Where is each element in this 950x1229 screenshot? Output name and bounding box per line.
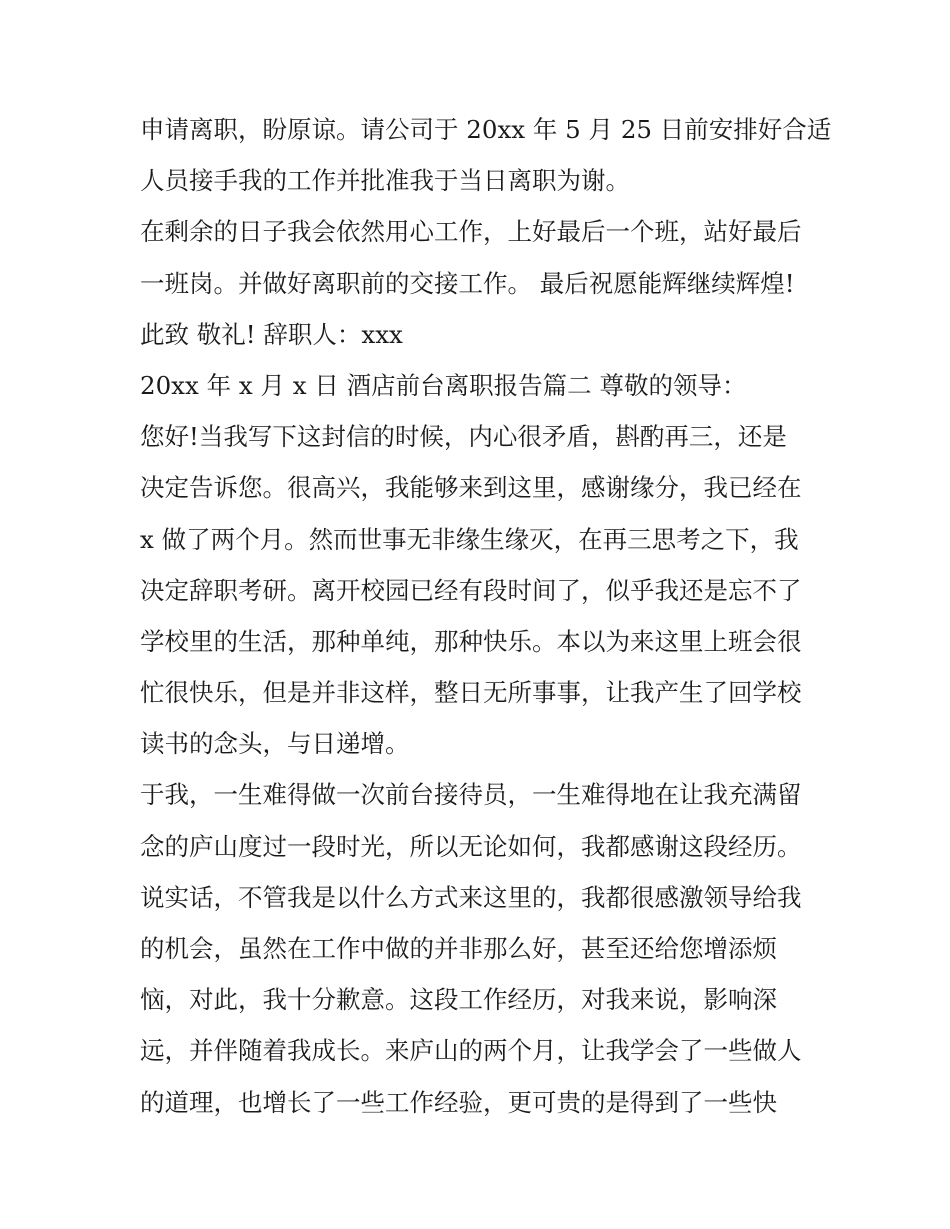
text-line: 人员接手我的工作并批准我于当日离职为谢。 [140,166,630,196]
text-line: 忙很快乐，但是并非这样，整日无所事事，让我产生了回学校 [140,678,802,708]
text-line: 读书的念头，与日递增。 [140,729,410,759]
text-line: 说实话，不管我是以什么方式来这里的，我都很感激领导给我 [140,882,802,912]
text-line: 恼，对此，我十分歉意。这段工作经历，对我来说，影响深 [140,985,777,1015]
text-line: 决定告诉您。很高兴，我能够来到这里，感谢缘分，我已经在 [140,473,802,503]
text-line: 此致 敬礼! 辞职人：xxx [140,319,403,349]
text-line: 20xx 年 x 月 x 日 酒店前台离职报告篇二 尊敬的领导： [140,370,747,400]
text-line: 您好!当我写下这封信的时候，内心很矛盾，斟酌再三，还是 [140,422,787,452]
text-line: 一班岗。并做好离职前的交接工作。 最后祝愿能辉继续辉煌! [140,268,795,298]
text-line: 在剩余的日子我会依然用心工作，上好最后一个班，站好最后 [140,217,802,247]
document-body [140,104,830,1128]
text-line: 于我，一生难得做一次前台接待员，一生难得地在让我充满留 [140,780,802,810]
text-line: 决定辞职考研。离开校园已经有段时间了，似乎我还是忘不了 [140,575,802,605]
text-line: 的机会，虽然在工作中做的并非那么好，甚至还给您增添烦 [140,934,777,963]
text-line: x 做了两个月。然而世事无非缘生缘灭，在再三思考之下，我 [140,524,799,554]
text-line: 学校里的生活，那种单纯，那种快乐。本以为来这里上班会很 [140,626,802,656]
text-line: 的道理，也增长了一些工作经验，更可贵的是得到了一些快 [140,1087,777,1117]
text-line: 申请离职，盼原谅。请公司于 20xx 年 5 月 25 日前安排好合适 [140,115,832,144]
text-line: 远，并伴随着我成长。来庐山的两个月，让我学会了一些做人 [140,1036,802,1066]
text-line: 念的庐山度过一段时光，所以无论如何，我都感谢这段经历。 [140,831,802,861]
